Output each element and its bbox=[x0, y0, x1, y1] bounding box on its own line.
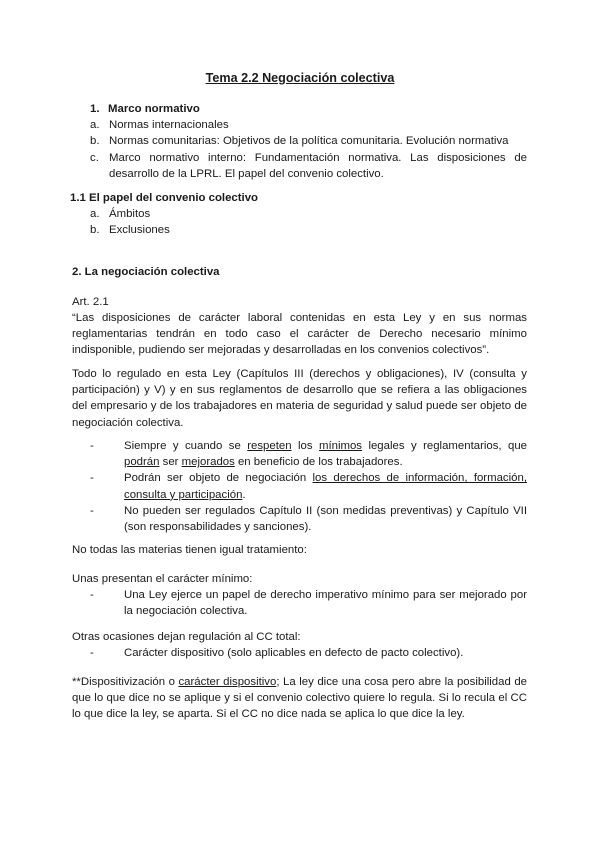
list-text: Exclusiones bbox=[109, 224, 170, 237]
article-ref: Art. 2.1 bbox=[72, 296, 109, 308]
section-heading: 2. La negociación colectiva bbox=[72, 266, 220, 278]
body-line: Unas presentan el carácter mínimo: bbox=[72, 573, 253, 585]
list-marker: - bbox=[90, 504, 94, 517]
list-item bbox=[72, 117, 527, 133]
list-text: Carácter dispositivo (solo aplicables en defecto de pacto colectivo). bbox=[124, 647, 464, 659]
list-item bbox=[72, 222, 527, 238]
bullet-list bbox=[72, 438, 527, 535]
bullet-list bbox=[72, 645, 527, 661]
list-marker: c. bbox=[90, 151, 99, 164]
list-text: Normas comunitarias: Objetivos de la política comunitaria. Evolución normativa bbox=[109, 135, 509, 148]
bullet-list bbox=[72, 587, 527, 619]
section-papel-convenio bbox=[72, 190, 527, 239]
section-heading bbox=[72, 101, 527, 117]
list-item bbox=[72, 470, 527, 502]
list-marker: b. bbox=[90, 224, 100, 237]
body-line: No todas las materias tienen igual tratamiento: bbox=[72, 544, 307, 556]
list-text: No pueden ser regulados Capítulo II (son medidas preventivas) y Capítulo VII (son responsabilidades y sanciones). bbox=[124, 504, 527, 534]
list-item bbox=[72, 150, 527, 182]
list-text: Podrán ser objeto de negociación los derechos de información, formación, consulta y participación. bbox=[124, 472, 527, 501]
list-marker: b. bbox=[90, 135, 100, 148]
body-paragraph: Todo lo regulado en esta Ley (Capítulos III (derechos y obligaciones), IV (consulta y participación) y V) y en sus reglamentos de desarrollo que se refiera a las obligaciones del empresario y de los trabajadores en materia de seguridad y salud puede ser objeto de negociación colectiva. bbox=[72, 368, 527, 429]
section-title: Marco normativo bbox=[108, 103, 200, 115]
list-marker: - bbox=[90, 440, 94, 452]
list-text: Normas internacionales bbox=[109, 119, 229, 132]
list-text: Marco normativo interno: Fundamentación normativa. Las disposiciones de desarrollo de la LPRL. El papel del convenio colectivo. bbox=[109, 151, 527, 180]
list-marker: a. bbox=[90, 119, 100, 132]
section-marco-normativo bbox=[72, 101, 527, 182]
section-number: 1. bbox=[90, 103, 100, 115]
list-marker: - bbox=[90, 589, 94, 601]
list-text: Una Ley ejerce un papel de derecho imperativo mínimo para ser mejorado por la negociación colectiva. bbox=[124, 589, 527, 618]
list-marker: a. bbox=[90, 208, 100, 221]
list-text: Siempre y cuando se respeten los mínimos legales y reglamentarios, que podrán ser mejorados en beneficio de los trabajadores. bbox=[124, 440, 528, 469]
list-marker: - bbox=[90, 647, 94, 659]
list-item bbox=[72, 206, 527, 222]
list-item bbox=[72, 133, 527, 149]
body-line: Otras ocasiones dejan regulación al CC total: bbox=[72, 631, 301, 643]
list-marker: - bbox=[90, 472, 94, 485]
list-item bbox=[72, 438, 527, 470]
list-text: Ámbitos bbox=[109, 208, 151, 221]
quote-paragraph: “Las disposiciones de carácter laboral contenidas en esta Ley y en sus normas reglamentarias tendrán en todo caso el carácter de Derecho necesario mínimo indisponible, pudiendo ser mejoradas y desarrolladas en los convenios colectivos”. bbox=[72, 312, 527, 357]
note-paragraph: **Dispositivización o carácter dispositivo; La ley dice una cosa pero abre la posibilidad de que lo que dice no se aplique y si el convenio colectivo quiere lo regula. Si lo recula el CC lo que dice la ley, se aparta. Si el CC no dice nada se aplica lo que dice la ley. bbox=[72, 676, 527, 721]
list-item bbox=[72, 503, 527, 535]
section-heading: 1.1 El papel del convenio colectivo bbox=[70, 192, 259, 204]
page-title: Tema 2.2 Negociación colectiva bbox=[205, 71, 395, 85]
list-item bbox=[72, 645, 527, 661]
list-item bbox=[72, 587, 527, 619]
